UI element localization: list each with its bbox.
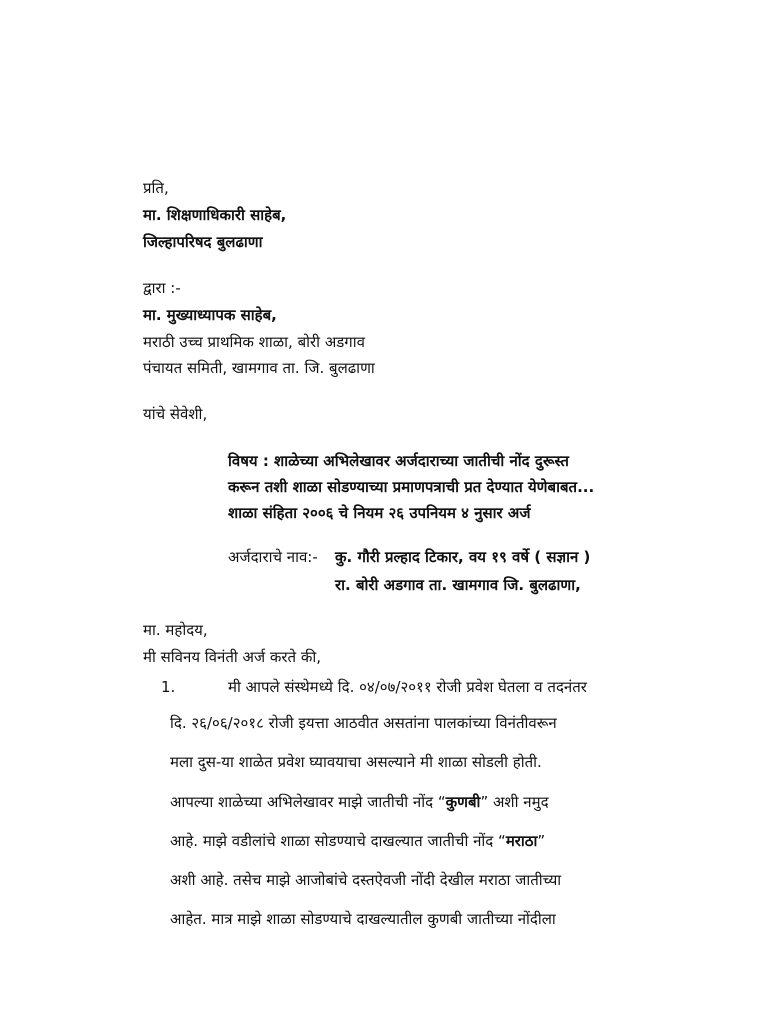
- recipient-title: मा. शिक्षणाधिकारी साहेब,: [143, 206, 287, 224]
- via-school: मराठी उच्च प्राथमिक शाळा, बोरी अडगाव: [143, 333, 365, 351]
- to-label: प्रति,: [143, 179, 169, 197]
- via-label: द्वारा :-: [143, 279, 181, 297]
- applicant-address: रा. बोरी अडगाव ता. खामगाव जि. बुलढाणा,: [335, 576, 581, 594]
- para-line-5-end: ”: [537, 832, 546, 850]
- service-line: यांचे सेवेशी,: [143, 405, 208, 423]
- via-address: पंचायत समिती, खामगाव ता. जि. बुलढाणा: [143, 359, 375, 377]
- applicant-name: कु. गौरी प्रल्हाद टिकार, वय १९ वर्षे ( सज्ञान ): [335, 548, 591, 566]
- para-line-3: मला दुस-या शाळेत प्रवेश घ्यावयाचा असल्याने मी शाळा सोडली होती.: [170, 753, 542, 771]
- para-line-6: अशी आहे. तसेच माझे आजोबांचे दस्तऐवजी नोंदी देखील मराठा जातीच्या: [170, 871, 562, 889]
- subject-line-1: विषय : शाळेच्या अभिलेखावर अर्जदाराच्या जातीची नोंद दुरूस्त: [228, 452, 569, 470]
- para-line-1: मी आपले संस्थेमध्ये दि. ०४/०७/२०११ रोजी प्रवेश घेतला व तदनंतर: [228, 678, 587, 696]
- para-line-7: आहेत. मात्र माझे शाळा सोडण्याचे दाखल्यातील कुणबी जातीच्या नोंदीला: [170, 910, 556, 928]
- intro-line: मी सविनय विनंती अर्ज करते की,: [143, 648, 322, 666]
- via-title: मा. मुख्याध्यापक साहेब,: [143, 306, 277, 324]
- para-line-4-start: आपल्या शाळेच्या अभिलेखावर माझे जातीची नोंद “: [170, 793, 446, 811]
- para-line-4-end: ” अशी नमुद: [480, 793, 549, 811]
- recipient-office: जिल्हापरिषद बुलढाणा: [143, 233, 263, 251]
- subject-line-2: करून तशी शाळा सोडण्याच्या प्रमाणपत्राची प्रत देण्यात येणेबाबत...: [228, 478, 595, 496]
- para-line-2: दि. २६/०६/२०१८ रोजी इयत्ता आठवीत असतांना पालकांच्या विनंतीवरून: [170, 714, 557, 732]
- item-number: 1.: [161, 678, 176, 696]
- salutation: मा. महोदय,: [143, 621, 208, 639]
- para-line-5: [170, 830, 545, 852]
- caste-kunbi: कुणबी: [445, 793, 481, 811]
- subject-line-3: शाळा संहिता २००६ चे नियम २६ उपनियम ४ नुसार अर्ज: [228, 504, 531, 522]
- applicant-label: अर्जदाराचे नाव:-: [228, 548, 318, 566]
- caste-maratha: मराठा: [505, 832, 538, 850]
- para-line-5-start: आहे. माझे वडीलांचे शाळा सोडण्याचे दाखल्यात जातीची नोंद “: [170, 832, 506, 850]
- para-line-4: [170, 791, 549, 813]
